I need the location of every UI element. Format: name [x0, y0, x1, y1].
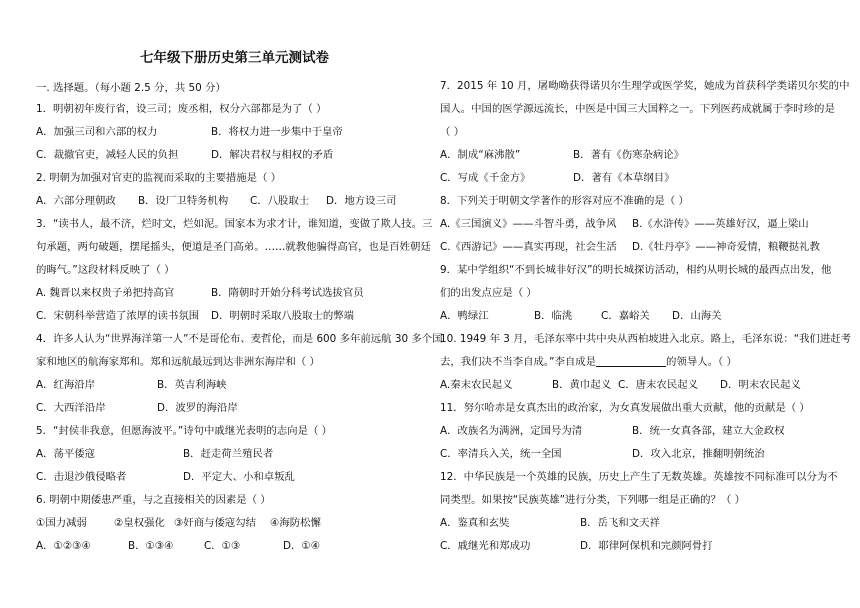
q2-option-b: B．设厂卫特务机构: [138, 195, 229, 207]
q2-option-c: C．八股取士: [250, 195, 310, 207]
q10-stem-line2: [440, 355, 737, 369]
q2-option-a: A．六部分理朝政: [36, 195, 116, 207]
q4-option-b: B．英吉利海峡: [157, 379, 227, 391]
q9-stem-line2: 们的出发点应是（ ）: [440, 287, 537, 299]
q4-option-c: C．大西洋沿岸: [36, 402, 106, 414]
q8-option-a: A.《三国演义》——斗智斗勇，战争风: [440, 218, 617, 230]
section-heading: 一. 选择题。（每小题 2.5 分，共 50 分）: [36, 82, 226, 94]
q10-option-c: C．唐末农民起义: [618, 379, 698, 391]
q1-option-b: B．将权力进一步集中于皇帝: [211, 126, 343, 138]
q6-item-3: ③奸商与倭寇勾结: [174, 517, 257, 529]
q11-option-c: C．率清兵入关，统一全国: [440, 448, 562, 460]
q5-option-d: D．平定大、小和卓叛乱: [183, 471, 295, 483]
q11-option-b: B．统一女真各部，建立大金政权: [632, 425, 785, 437]
q5-stem: 5．“封侯非我意，但愿海波平。”诗句中戚继光表明的志向是（ ）: [36, 425, 333, 437]
q11-option-a: A．改族名为满洲，定国号为清: [440, 425, 583, 437]
q3-option-c: C．宋朝科举营造了浓厚的读书氛围: [36, 310, 200, 322]
q7-stem-line3: （ ）: [440, 126, 465, 138]
q10-answer-blank[interactable]: [596, 355, 666, 367]
q3-option-a: A. 魏晋以来权贵子弟把持高官: [36, 287, 175, 299]
q4-option-d: D．波罗的海沿岸: [157, 402, 238, 414]
q6-option-d: D．①④: [283, 540, 321, 552]
q8-option-d: D.《牡丹亭》——神奇爱情，粮鞭挞礼教: [632, 241, 820, 253]
q11-stem: 11．努尔哈赤是女真杰出的政治家，为女真发展做出重大贡献，他的贡献是（ ）: [440, 402, 810, 414]
q9-option-a: A．鸭绿江: [440, 310, 489, 322]
q8-option-c: C.《西游记》——真实再现，社会生活: [440, 241, 617, 253]
q5-option-a: A．荡平倭寇: [36, 448, 96, 460]
q7-stem-line2: 国人。中国的医学源远流长，中医是中国三大国粹之一。下列医药成就属于李时珍的是: [440, 103, 835, 115]
q8-stem: 8．下列关于明朝文学著作的形容对应不准确的是（ ）: [440, 195, 689, 207]
q9-option-c: C．嘉峪关: [601, 310, 650, 322]
q3-option-b: B．隋朝时开始分科考试选拔官员: [211, 287, 364, 299]
q3-stem-line2: 句承题，两句破题，摆尾摇头，便道是圣门高弟。……就教他骗得高官，也是百姓朝廷: [36, 241, 431, 253]
q4-stem-line2: 家和地区的航海家郑和。郑和远航最远到达非洲东海岸和（ ）: [36, 356, 320, 368]
q1-option-a: A．加强三司和六部的权力: [36, 126, 158, 138]
q12-stem-line2: 同类型。如果按“民族英雄”进行分类，下列哪一组是正确的？（ ）: [440, 494, 746, 506]
q9-stem-line1: 9．某中学组织“不到长城非好汉”的明长城探访活动，相约从明长城的最西点出发，他: [440, 264, 832, 276]
q4-option-a: A．红海沿岸: [36, 379, 96, 391]
q2-stem: 2. 明朝为加强对官吏的监视而采取的主要措施是（ ）: [36, 172, 282, 184]
q6-option-b: B．①③④: [128, 540, 174, 552]
q3-option-d: D．明朝时采取八股取士的弊端: [211, 310, 355, 322]
q1-option-c: C．裁撤官吏，减轻人民的负担: [36, 149, 179, 161]
q12-option-b: B．岳飞和文天祥: [580, 517, 660, 529]
q1-option-d: D．解决君权与相权的矛盾: [211, 149, 334, 161]
q12-option-a: A．鉴真和玄奘: [440, 517, 510, 529]
q9-option-d: D．山海关: [672, 310, 722, 322]
q10-option-d: D．明末农民起义: [720, 379, 801, 391]
q6-stem: 6. 明朝中期倭患严重，与之直接相关的因素是（ ）: [36, 494, 271, 506]
q10-option-b: B．黄巾起义: [552, 379, 612, 391]
q10-option-a: A.秦末农民起义: [440, 379, 513, 391]
q12-option-d: D．耶律阿保机和完颜阿骨打: [580, 540, 713, 552]
q5-option-c: C．击退沙俄侵略者: [36, 471, 127, 483]
q9-option-b: B．临洮: [534, 310, 573, 322]
q6-item-1: ①国力减弱: [36, 517, 87, 529]
q6-option-a: A．①②③④: [36, 540, 91, 552]
q2-option-d: D．地方设三司: [326, 195, 397, 207]
q12-option-c: C．戚继光和郑成功: [440, 540, 531, 552]
q7-option-a: A．制成“麻沸散”: [440, 149, 521, 161]
q8-option-b: B.《水浒传》——英雄好汉，逼上梁山: [632, 218, 809, 230]
q1-stem: 1．明朝初年废行省，设三司；废丞相，权分六部都是为了（ ）: [36, 103, 327, 115]
q5-option-b: B．赶走荷兰殖民者: [183, 448, 274, 460]
q12-stem-line1: 12．中华民族是一个英雄的民族，历史上产生了无数英雄。英雄按不同标准可以分为不: [440, 471, 838, 483]
q7-option-d: D．著有《本草纲目》: [573, 172, 675, 184]
q6-item-2: ②皇权强化: [114, 517, 165, 529]
q3-stem-line1: 3．“读书人，最不济，烂时文，烂如泥。国家本为求才计，谁知道，变做了欺人技。三: [36, 218, 433, 230]
q11-option-d: D．攻入北京，推翻明朝统治: [632, 448, 765, 460]
q7-option-b: B．著有《伤寒杂病论》: [573, 149, 685, 161]
q7-option-c: C．写成《千金方》: [440, 172, 531, 184]
q10-stem-line2-end: 的领导人。（ ）: [666, 356, 737, 368]
q10-stem-line1: 10. 1949 年 3 月，毛泽东率中共中央从西柏坡进入北京。路上，毛泽东说：“我们进赶考: [440, 333, 852, 345]
q3-stem-line3: 的晦气。”这段材料反映了（ ）: [36, 264, 175, 276]
q6-option-c: C．①③: [204, 540, 241, 552]
q7-stem-line1: 7．2015 年 10 月，屠呦呦获得诺贝尔生理学或医学奖，她成为首获科学类诺贝尔奖的中: [440, 80, 850, 92]
q10-stem-line2-start: 去，我们决不当李自成。”李自成是: [440, 356, 597, 368]
q4-stem-line1: 4．许多人认为“世界海洋第一人”不是哥伦布、麦哲伦，而是 600 多年前远航 30 多个国: [36, 333, 443, 345]
page-title: 七年级下册历史第三单元测试卷: [140, 50, 329, 66]
q6-item-4: ④海防松懈: [270, 517, 321, 529]
